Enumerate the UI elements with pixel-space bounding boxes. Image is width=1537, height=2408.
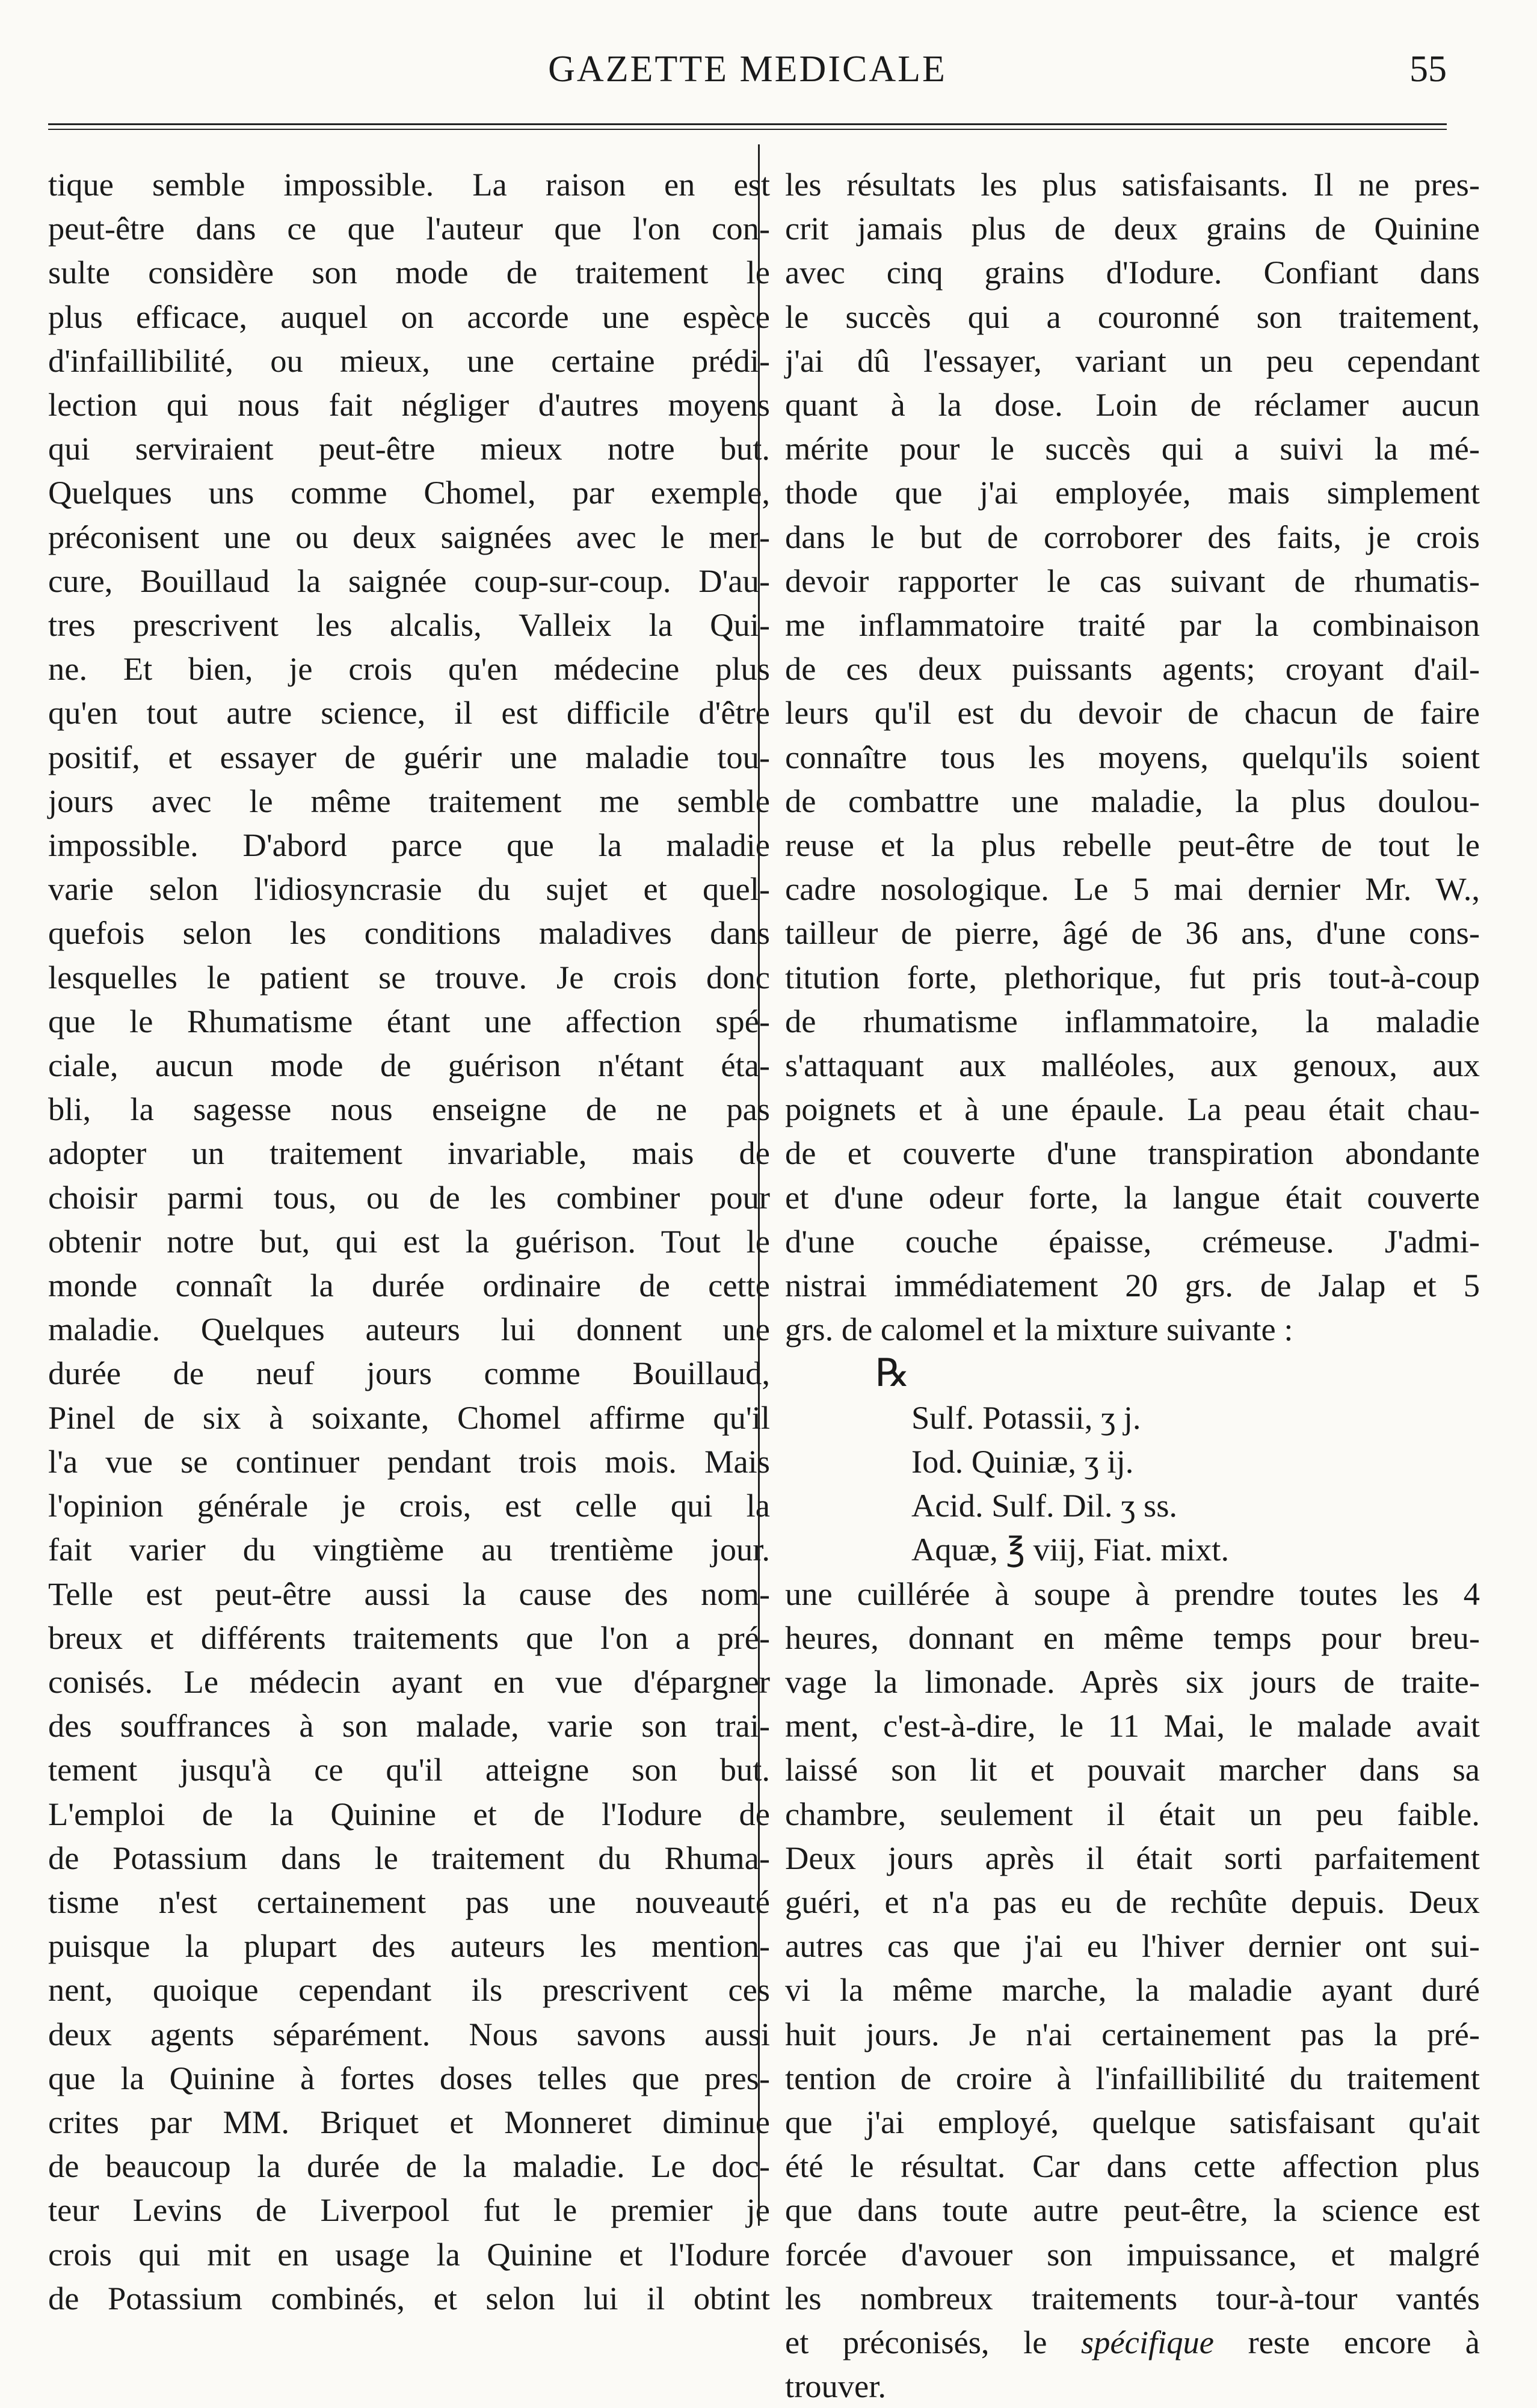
text-line: de Potassium dans le traitement du Rhuma- xyxy=(48,1839,770,1876)
text-line: huit jours. Je n'ai certainement pas la pré- xyxy=(785,2015,1480,2052)
closing-line xyxy=(785,2320,1480,2364)
left-column xyxy=(48,162,770,2320)
text-line: Deux jours après il était sorti parfaitement xyxy=(785,1839,1480,1876)
text-line: tisme n'est certainement pas une nouveauté xyxy=(48,1883,770,1920)
text-line: deux agents séparément. Nous savons aussi xyxy=(48,2015,770,2052)
text-line: quefois selon les conditions maladives dans xyxy=(48,914,770,952)
text-line: mérite pour le succès qui a suivi la mé- xyxy=(785,430,1480,467)
text-line: Telle est peut-être aussi la cause des nom- xyxy=(48,1575,770,1612)
text-line: des souffrances à son malade, varie son trai- xyxy=(48,1707,770,1744)
text-line: que dans toute autre peut-être, la science est xyxy=(785,2191,1480,2229)
text-line: avec cinq grains d'Iodure. Confiant dans xyxy=(785,254,1480,291)
closing-after: reste encore à xyxy=(1214,2323,1480,2360)
running-title: GAZETTE MEDICALE xyxy=(548,49,947,90)
text-line: d'une couche épaisse, crémeuse. J'admi- xyxy=(785,1222,1480,1260)
text-line: de rhumatisme inflammatoire, la maladie xyxy=(785,1002,1480,1039)
right-column-top-text xyxy=(785,162,1480,1351)
text-line: ment, c'est-à-dire, le 11 Mai, le malade avait xyxy=(785,1707,1480,1744)
text-line: obtenir notre but, qui est la guérison. Tout le xyxy=(48,1222,770,1260)
text-line: que j'ai employé, quelque satisfaisant qu'ait xyxy=(785,2103,1480,2140)
text-line: reuse et la plus rebelle peut-être de tout le xyxy=(785,827,1480,864)
text-line: les résultats les plus satisfaisants. Il ne pres- xyxy=(785,166,1480,203)
text-line: laissé son lit et pouvait marcher dans sa xyxy=(785,1751,1480,1788)
text-line: tres prescrivent les alcalis, Valleix la Qui- xyxy=(48,606,770,644)
text-line: quant à la dose. Loin de réclamer aucun xyxy=(785,386,1480,423)
text-line: été le résultat. Car dans cette affection plus xyxy=(785,2148,1480,2185)
text-line: Quelques uns comme Chomel, par exemple, xyxy=(48,474,770,511)
text-line: ne. Et bien, je crois qu'en médecine plus xyxy=(48,650,770,688)
text-line: grs. de calomel et la mixture suivante : xyxy=(785,1311,1293,1348)
text-line: poignets et à une épaule. La peau était chau- xyxy=(785,1091,1480,1128)
text-line: le succès qui a couronné son traitement, xyxy=(785,298,1480,335)
right-column-bottom-text xyxy=(785,1572,1480,2320)
text-line: connaître tous les moyens, quelqu'ils soient xyxy=(785,738,1480,775)
text-line: adopter un traitement invariable, mais de xyxy=(48,1135,770,1172)
text-line: l'opinion générale je crois, est celle qui la xyxy=(48,1487,770,1524)
prescription-item: Acid. Sulf. Dil. ʒ ss. xyxy=(911,1487,1178,1524)
prescription-symbol: ℞ xyxy=(875,1352,910,1395)
text-line: Pinel de six à soixante, Chomel affirme qu'il xyxy=(48,1399,770,1436)
text-line: tailleur de pierre, âgé de 36 ans, d'une cons- xyxy=(785,914,1480,952)
text-line: qu'en tout autre science, il est difficile d'être xyxy=(48,694,770,731)
text-line: cadre nosologique. Le 5 mai dernier Mr. W., xyxy=(785,870,1480,908)
text-line: de ces deux puissants agents; croyant d'ail- xyxy=(785,650,1480,688)
text-line: devoir rapporter le cas suivant de rhumatis- xyxy=(785,562,1480,599)
prescription-item: Aquæ, ℥ viij, Fiat. mixt. xyxy=(911,1531,1230,1568)
text-line: de Potassium combinés, et selon lui il obtint xyxy=(48,2279,770,2317)
text-line: de combattre une maladie, la plus doulou- xyxy=(785,782,1480,819)
text-line: dans le but de corroborer des faits, je crois xyxy=(785,518,1480,555)
text-line: forcée d'avouer son impuissance, et malgré xyxy=(785,2235,1480,2273)
text-line: bli, la sagesse nous enseigne de ne pas xyxy=(48,1091,770,1128)
text-line: thode que j'ai employée, mais simplement xyxy=(785,474,1480,511)
text-line: lection qui nous fait négliger d'autres moyens xyxy=(48,386,770,423)
text-line: heures, donnant en même temps pour breu- xyxy=(785,1619,1480,1656)
specifique-emphasis: spécifique xyxy=(1081,2323,1214,2360)
text-line: peut-être dans ce que l'auteur que l'on con- xyxy=(48,210,770,247)
text-line: et d'une odeur forte, la langue était couverte xyxy=(785,1178,1480,1216)
text-line: varie selon l'idiosyncrasie du sujet et quel- xyxy=(48,870,770,908)
text-line: teur Levins de Liverpool fut le premier je xyxy=(48,2191,770,2229)
closing-before: et préconisés, le xyxy=(785,2323,1082,2360)
text-line: j'ai dû l'essayer, variant un peu cependant xyxy=(785,342,1480,379)
text-line: choisir parmi tous, ou de les combiner pour xyxy=(48,1178,770,1216)
text-line: les nombreux traitements tour-à-tour vantés xyxy=(785,2279,1480,2317)
text-line: vi la même marche, la maladie ayant duré xyxy=(785,1971,1480,2009)
header-rule xyxy=(48,123,1447,130)
text-line: titution forte, plethorique, fut pris tout-à-coup xyxy=(785,958,1480,996)
text-line: autres cas que j'ai eu l'hiver dernier ont sui- xyxy=(785,1927,1480,1965)
text-line: chambre, seulement il était un peu faible. xyxy=(785,1795,1480,1832)
text-line: crites par MM. Briquet et Monneret diminue xyxy=(48,2103,770,2140)
text-line: impossible. D'abord parce que la maladie xyxy=(48,827,770,864)
text-line: L'emploi de la Quinine et de l'Iodure de xyxy=(48,1795,770,1832)
final-line: trouver. xyxy=(785,2368,886,2405)
text-line: crit jamais plus de deux grains de Quinine xyxy=(785,210,1480,247)
text-line: de beaucoup la durée de la maladie. Le doc- xyxy=(48,2148,770,2185)
text-line: vage la limonade. Après six jours de traite- xyxy=(785,1663,1480,1700)
text-line: tique semble impossible. La raison en est xyxy=(48,166,770,203)
text-line: nistrai immédiatement 20 grs. de Jalap et 5 xyxy=(785,1267,1480,1304)
text-line: fait varier du vingtième au trentième jour. xyxy=(48,1531,770,1568)
text-line: monde connaît la durée ordinaire de cette xyxy=(48,1267,770,1304)
text-line: ciale, aucun mode de guérison n'étant éta- xyxy=(48,1047,770,1084)
page-number: 55 xyxy=(1409,49,1447,90)
text-line: cure, Bouillaud la saignée coup-sur-coup. D'au- xyxy=(48,562,770,599)
text-line: guéri, et n'a pas eu de rechûte depuis. Deux xyxy=(785,1883,1480,1920)
text-line: durée de neuf jours comme Bouillaud, xyxy=(48,1355,770,1392)
text-line: tement jusqu'à ce qu'il atteigne son but. xyxy=(48,1751,770,1788)
text-line: tention de croire à l'infaillibilité du traitement xyxy=(785,2059,1480,2096)
text-line: crois qui mit en usage la Quinine et l'Iodure xyxy=(48,2235,770,2273)
text-line: breux et différents traitements que l'on a pré- xyxy=(48,1619,770,1656)
page-header xyxy=(48,36,1447,108)
text-line: leurs qu'il est du devoir de chacun de faire xyxy=(785,694,1480,731)
text-line: jours avec le même traitement me semble xyxy=(48,782,770,819)
text-line: d'infaillibilité, ou mieux, une certaine prédi- xyxy=(48,342,770,379)
text-line: préconisent une ou deux saignées avec le mer- xyxy=(48,518,770,555)
text-line: plus efficace, auquel on accorde une espèce xyxy=(48,298,770,335)
text-line: conisés. Le médecin ayant en vue d'épargner xyxy=(48,1663,770,1700)
text-line: positif, et essayer de guérir une maladie tou- xyxy=(48,738,770,775)
text-line: me inflammatoire traité par la combinaison xyxy=(785,606,1480,644)
text-line: qui serviraient peut-être mieux notre but. xyxy=(48,430,770,467)
text-line: nent, quoique cependant ils prescrivent ces xyxy=(48,1971,770,2009)
text-line: de et couverte d'une transpiration abondante xyxy=(785,1135,1480,1172)
text-line: que le Rhumatisme étant une affection spé- xyxy=(48,1002,770,1039)
text-line: puisque la plupart des auteurs les mention- xyxy=(48,1927,770,1965)
text-line: que la Quinine à fortes doses telles que pres- xyxy=(48,2059,770,2096)
text-line: une cuillérée à soupe à prendre toutes les 4 xyxy=(785,1575,1480,1612)
right-column xyxy=(785,162,1480,2408)
text-line: maladie. Quelques auteurs lui donnent une xyxy=(48,1311,770,1348)
text-line: sulte considère son mode de traitement le xyxy=(48,254,770,291)
text-line: lesquelles le patient se trouve. Je crois donc xyxy=(48,958,770,996)
prescription xyxy=(785,1351,1480,1571)
text-line: l'a vue se continuer pendant trois mois. Mais xyxy=(48,1443,770,1480)
prescription-item: Sulf. Potassii, ʒ j. xyxy=(911,1399,1141,1436)
text-line: s'attaquant aux malléoles, aux genoux, aux xyxy=(785,1047,1480,1084)
prescription-item: Iod. Quiniæ, ʒ ij. xyxy=(911,1443,1134,1480)
